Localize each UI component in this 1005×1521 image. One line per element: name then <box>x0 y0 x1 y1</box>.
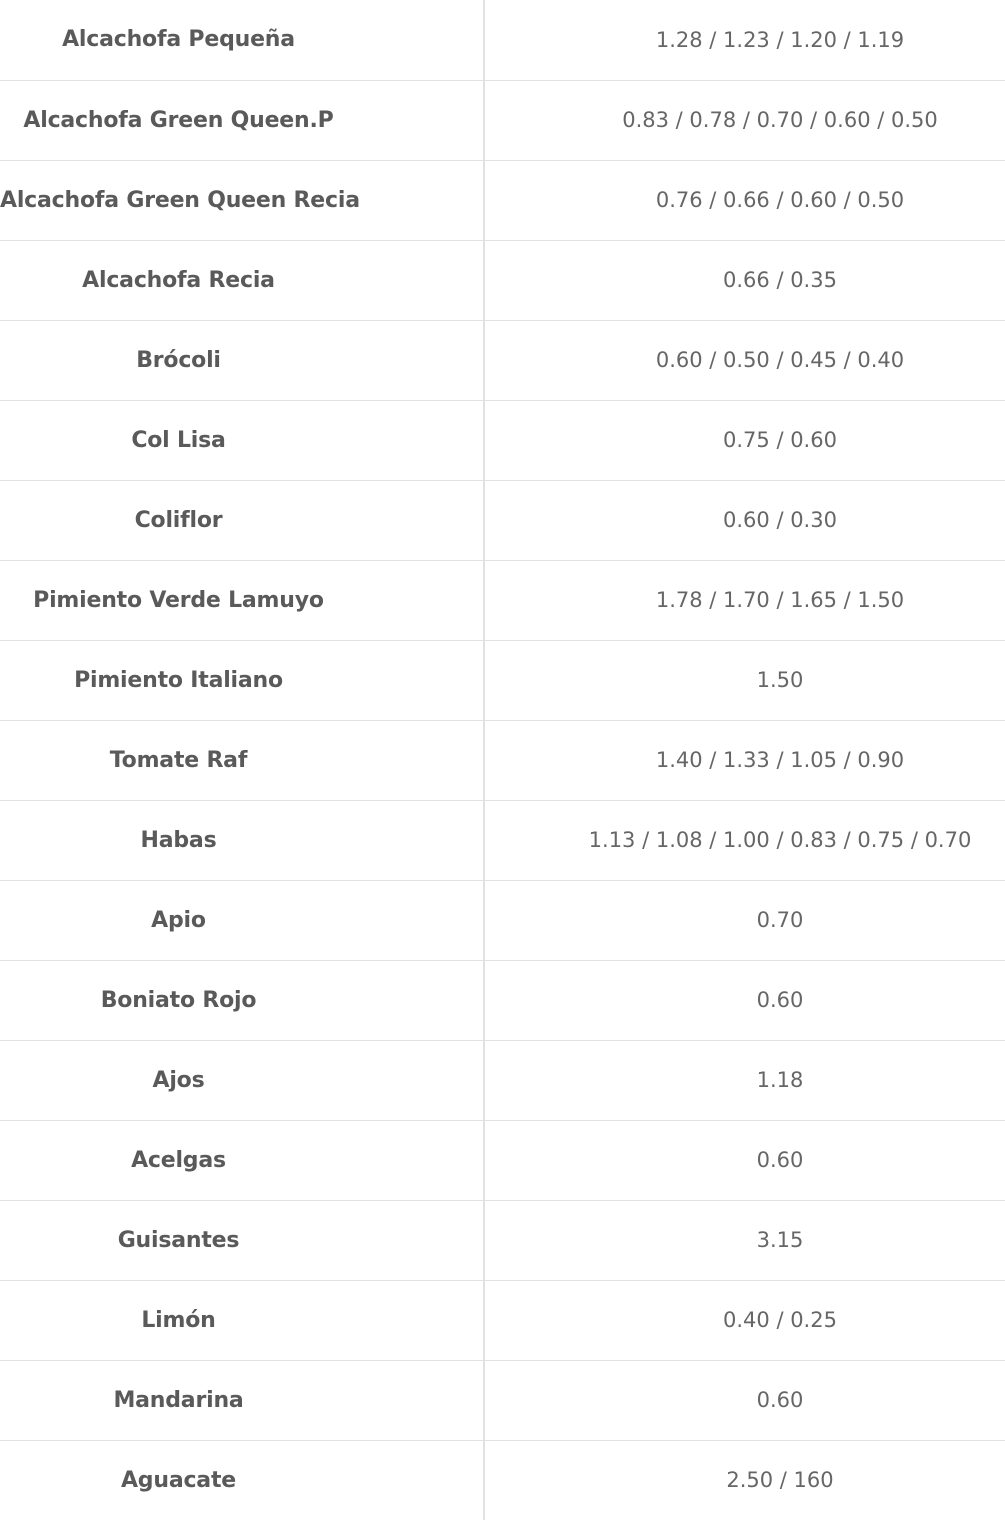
product-price-cell: 1.13 / 1.08 / 1.00 / 0.83 / 0.75 / 0.70 <box>484 800 1005 880</box>
table-row <box>0 400 1005 480</box>
product-name-cell: Acelgas <box>0 1120 484 1200</box>
product-name-cell: Col Lisa <box>0 400 484 480</box>
table-row <box>0 1200 1005 1280</box>
product-name-cell: Brócoli <box>0 320 484 400</box>
product-name-cell: Boniato Rojo <box>0 960 484 1040</box>
product-price-cell: 0.76 / 0.66 / 0.60 / 0.50 <box>484 160 1005 240</box>
table-row <box>0 960 1005 1040</box>
product-name-cell: Pimiento Italiano <box>0 640 484 720</box>
product-name-cell: Alcachofa Recia <box>0 240 484 320</box>
product-price-cell: 0.70 <box>484 880 1005 960</box>
table-row <box>0 560 1005 640</box>
product-price-cell: 0.60 <box>484 1360 1005 1440</box>
product-price-cell: 1.78 / 1.70 / 1.65 / 1.50 <box>484 560 1005 640</box>
product-price-cell: 0.60 <box>484 1120 1005 1200</box>
product-name-cell: Ajos <box>0 1040 484 1120</box>
table-row <box>0 800 1005 880</box>
table-row <box>0 1040 1005 1120</box>
product-name-cell: Aguacate <box>0 1440 484 1520</box>
product-name-cell: Alcachofa Pequeña <box>0 0 484 80</box>
table-row <box>0 320 1005 400</box>
table-row <box>0 640 1005 720</box>
product-price-cell: 1.40 / 1.33 / 1.05 / 0.90 <box>484 720 1005 800</box>
product-name-cell: Alcachofa Green Queen Recia <box>0 160 484 240</box>
table-row <box>0 1280 1005 1360</box>
table-row <box>0 1440 1005 1520</box>
product-name-cell: Pimiento Verde Lamuyo <box>0 560 484 640</box>
product-price-cell: 0.60 / 0.30 <box>484 480 1005 560</box>
table-row <box>0 480 1005 560</box>
product-price-cell: 0.60 / 0.50 / 0.45 / 0.40 <box>484 320 1005 400</box>
product-price-cell: 0.66 / 0.35 <box>484 240 1005 320</box>
table-row <box>0 1120 1005 1200</box>
product-name-cell: Alcachofa Green Queen.P <box>0 80 484 160</box>
product-name-cell: Habas <box>0 800 484 880</box>
product-name-cell: Mandarina <box>0 1360 484 1440</box>
table-row <box>0 880 1005 960</box>
product-price-cell: 1.28 / 1.23 / 1.20 / 1.19 <box>484 0 1005 80</box>
product-name-cell: Guisantes <box>0 1200 484 1280</box>
product-price-cell: 0.75 / 0.60 <box>484 400 1005 480</box>
product-name-cell: Apio <box>0 880 484 960</box>
table-row <box>0 0 1005 80</box>
table-row <box>0 720 1005 800</box>
table-row <box>0 80 1005 160</box>
product-price-cell: 0.40 / 0.25 <box>484 1280 1005 1360</box>
table-row <box>0 240 1005 320</box>
product-price-cell: 2.50 / 160 <box>726 1468 834 1493</box>
product-price-cell: 0.83 / 0.78 / 0.70 / 0.60 / 0.50 <box>484 80 1005 160</box>
table-row <box>0 160 1005 240</box>
product-name-cell: Limón <box>0 1280 484 1360</box>
product-price-cell: 1.18 <box>484 1040 1005 1120</box>
table-row <box>0 1360 1005 1440</box>
product-price-cell: 0.60 <box>484 960 1005 1040</box>
product-price-cell: 3.15 <box>484 1200 1005 1280</box>
product-name-cell: Tomate Raf <box>0 720 484 800</box>
product-price-cell: 1.50 <box>484 640 1005 720</box>
product-name-cell: Coliflor <box>0 480 484 560</box>
